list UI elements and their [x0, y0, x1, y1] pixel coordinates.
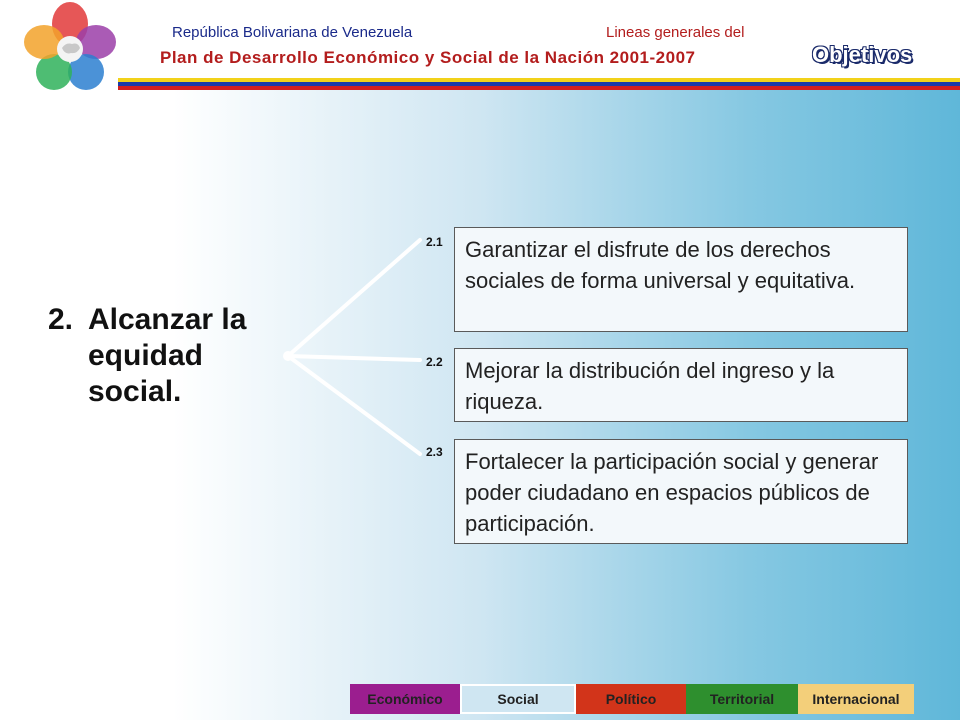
header: [0, 0, 960, 90]
nav-tab-territorial[interactable]: Territorial: [686, 684, 798, 714]
nav-tab-economico[interactable]: Económico: [350, 684, 460, 714]
sub-objective-box-2: Mejorar la distribución del ingreso y la riqueza.: [454, 348, 908, 422]
flag-stripe: [118, 78, 960, 90]
plan-caption: Lineas generales del: [606, 24, 745, 41]
sub-objective-number-2: 2.2: [426, 355, 443, 369]
nav-tab-social[interactable]: Social: [460, 684, 576, 714]
objective-title: Alcanzar la equidad social.: [88, 303, 247, 408]
section-nav: [350, 684, 914, 714]
section-label: Objetivos: [812, 42, 913, 67]
nav-tab-politico[interactable]: Político: [576, 684, 686, 714]
flower-logo-icon: [22, 2, 118, 92]
page-title: Plan de Desarrollo Económico y Social de la Nación 2001-2007: [160, 48, 696, 67]
country-caption: República Bolivariana de Venezuela: [172, 24, 413, 41]
sub-objective-number-3: 2.3: [426, 445, 443, 459]
objective-number: 2.: [48, 303, 74, 336]
nav-tab-internacional[interactable]: Internacional: [798, 684, 914, 714]
sub-objective-box-3: Fortalecer la participación social y generar poder ciudadano en espacios públicos de participación.: [454, 439, 908, 544]
sub-objective-number-1: 2.1: [426, 235, 443, 249]
flag-stripe-red: [118, 86, 960, 90]
sub-objective-box-1: Garantizar el disfrute de los derechos sociales de forma universal y equitativa.: [454, 227, 908, 332]
branch-connector: [280, 230, 430, 470]
